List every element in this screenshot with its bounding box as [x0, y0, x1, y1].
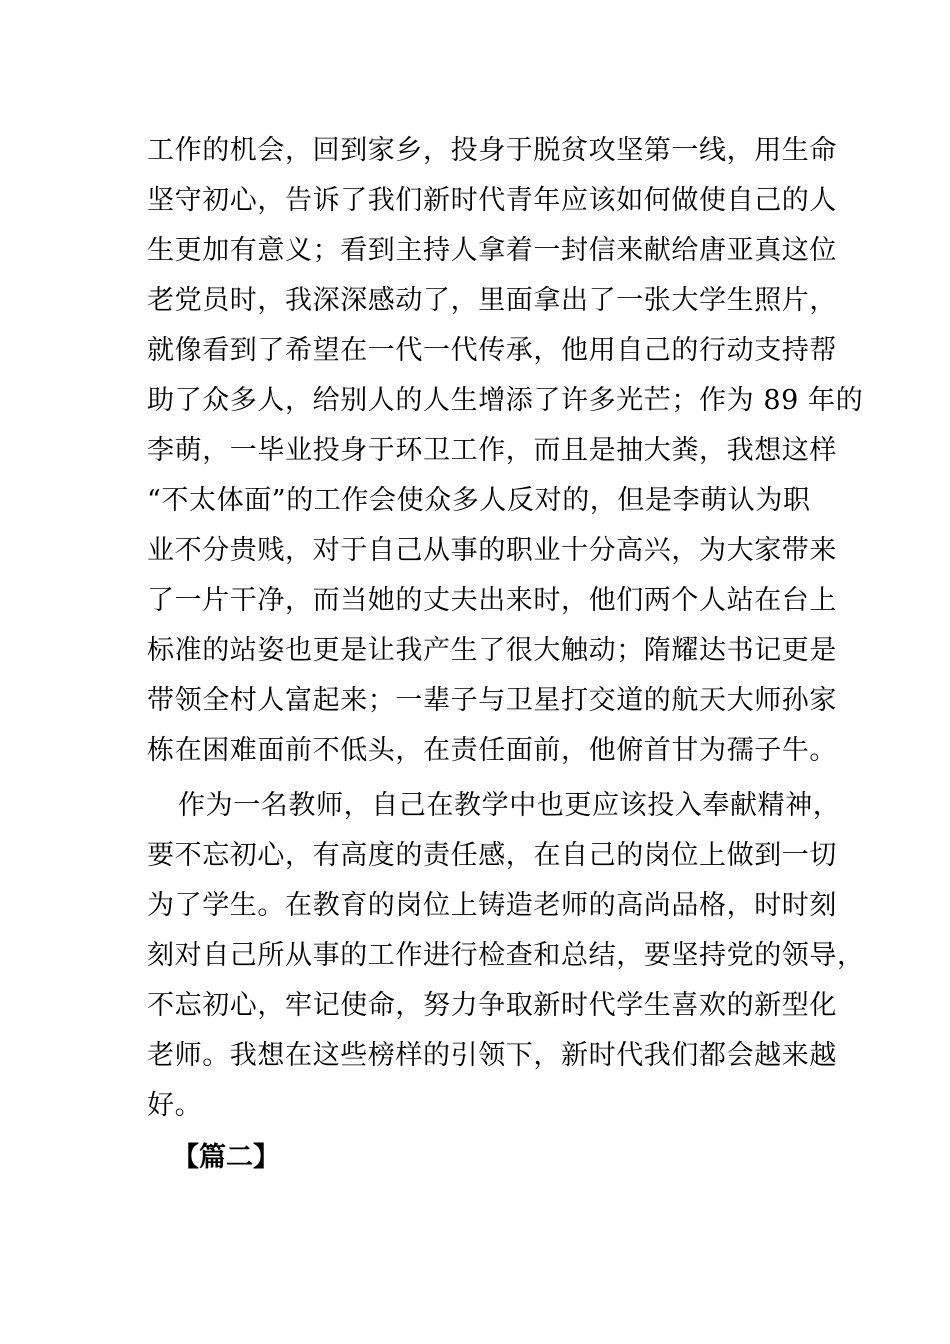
paragraph-line: 工作的机会，回到家乡，投身于脱贫攻坚第一线，用生命: [147, 135, 837, 166]
paragraph-line: 作为一名教师，自己在教学中也更应该投入奉献精神，: [178, 790, 841, 821]
paragraph-line: 了一片干净，而当她的丈夫出来时，他们两个人站在台上: [147, 585, 837, 616]
paragraph-line: 不忘初心，牢记使命，努力争取新时代学生喜欢的新型化: [147, 990, 837, 1021]
paragraph-line: 栋在困难面前不低头，在责任面前，他俯首甘为孺子牛。: [147, 735, 837, 766]
paragraph-line: 标准的站姿也更是让我产生了很大触动；隋耀达书记更是: [147, 635, 837, 666]
paragraph-line: 坚守初心，告诉了我们新时代青年应该如何做使自己的人: [147, 185, 837, 216]
paragraph-line: 助了众多人，给别人的人生增添了许多光芒；作为 89 年的: [147, 385, 864, 416]
paragraph-line: 好。: [147, 1090, 203, 1121]
paragraph-line: 业不分贵贱，对于自己从事的职业十分高兴，为大家带来: [147, 535, 837, 566]
paragraph-line: 老党员时，我深深感动了，里面拿出了一张大学生照片，: [147, 285, 837, 316]
section-heading: 【篇二】: [172, 1142, 280, 1173]
paragraph-line: 老师。我想在这些榜样的引领下，新时代我们都会越来越: [147, 1040, 837, 1071]
paragraph-line: “不太体面”的工作会使众多人反对的，但是李萌认为职: [147, 485, 811, 516]
paragraph-line: 就像看到了希望在一代一代传承，他用自己的行动支持帮: [147, 335, 837, 366]
paragraph-line: 要不忘初心，有高度的责任感，在自己的岗位上做到一切: [147, 840, 837, 871]
paragraph-line: 李萌，一毕业投身于环卫工作，而且是抽大粪，我想这样: [147, 435, 837, 466]
paragraph-line: 为了学生。在教育的岗位上铸造老师的高尚品格，时时刻: [147, 890, 837, 921]
paragraph-line: 生更加有意义；看到主持人拿着一封信来献给唐亚真这位: [147, 235, 837, 266]
paragraph-line: 刻对自己所从事的工作进行检查和总结，要坚持党的领导，: [147, 940, 865, 971]
paragraph-line: 带领全村人富起来；一辈子与卫星打交道的航天大师孙家: [147, 685, 837, 716]
